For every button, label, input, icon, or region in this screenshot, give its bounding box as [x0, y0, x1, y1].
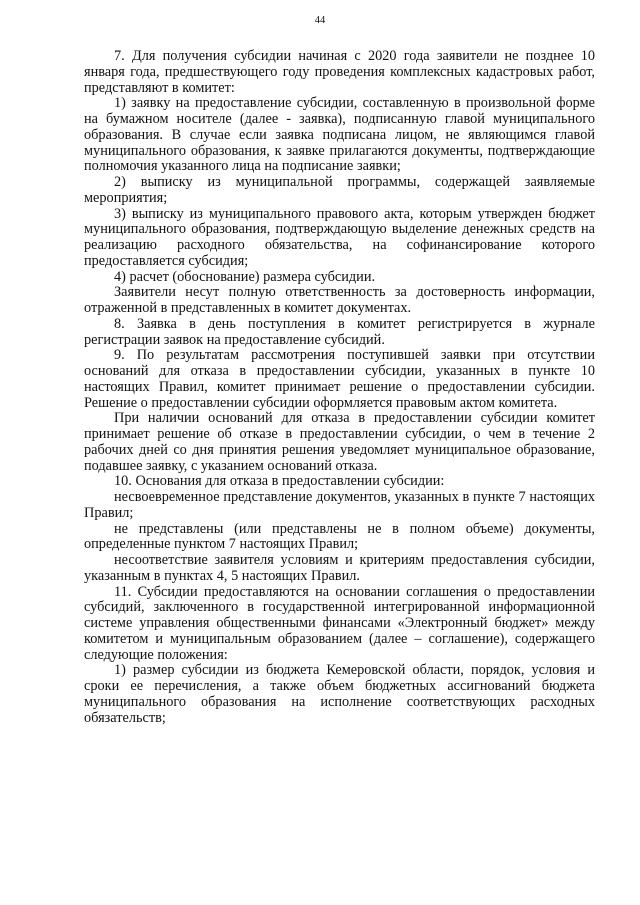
paragraph-refusal-decision: При наличии оснований для отказа в предоставлении субсидии комитет принимает решение об отказе в предоставлении субсидии, о чем в течение 2 рабочих дней со дня принятия решения уведомляет муниципальное образование, подавшее заявку, с указанием оснований отказа.: [84, 410, 595, 474]
paragraph-10-ground-1: несвоевременное представление документов, указанных в пункте 7 настоящих Правил;: [84, 489, 595, 521]
document-body: [84, 49, 595, 726]
paragraph-11: 11. Субсидии предоставляются на основании соглашения о предоставлении субсидий, заключенного в государственной интегрированной информационной системе управления общественными финансами «Электронный бюджет» между комитетом и муниципальным образованием (далее – соглашение), содержащего следующие положения:: [84, 583, 595, 663]
page-number: 44: [314, 15, 326, 26]
paragraph-10: 10. Основания для отказа в предоставлении субсидии:: [114, 473, 445, 490]
paragraph-7-item-3: 3) выписку из муниципального правового акта, которым утвержден бюджет муниципального образования, подтверждающую выделение денежных средств на реализацию расходного обязательства, на софинансирование которого предоставляется субсидия;: [84, 205, 595, 269]
paragraph-11-item-1: 1) размер субсидии из бюджета Кемеровской области, порядок, условия и сроки ее перечисления, а также объем бюджетных ассигнований бюджета муниципального образования на исполнение соответствующих расходных обязательств;: [84, 662, 595, 726]
paragraph-8: 8. Заявка в день поступления в комитет регистрируется в журнале регистрации заявок на предоставление субсидий.: [84, 315, 595, 348]
paragraph-responsibility: Заявители несут полную ответственность за достоверность информации, отраженной в представленных в комитет документах.: [84, 284, 595, 316]
paragraph-7: 7. Для получения субсидии начиная с 2020 года заявители не позднее 10 января года, предшествующего году проведения комплексных кадастровых работ, представляют в комитет:: [84, 48, 595, 96]
paragraph-7-item-4: 4) расчет (обоснование) размера субсидии.: [114, 268, 376, 285]
paragraph-10-ground-3: несоответствие заявителя условиям и критериям предоставления субсидии, указанным в пунктах 4, 5 настоящих Правил.: [84, 552, 595, 584]
paragraph-10-ground-2: не представлены (или представлены не в полном объеме) документы, определенные пунктом 7 настоящих Правил;: [84, 520, 595, 553]
paragraph-7-item-2: 2) выписку из муниципальной программы, содержащей заявляемые мероприятия;: [84, 174, 595, 206]
paragraph-7-item-1: 1) заявку на предоставление субсидии, составленную в произвольной форме на бумажном носителе (далее - заявка), подписанную главой муниципального образования. В случае если заявка подписана лицом, не являющимся главой муниципального образования, к заявке прилагаются документы, подтверждающие полномочия указанного лица на подписание заявки;: [84, 95, 595, 175]
paragraph-9: 9. По результатам рассмотрения поступившей заявки при отсутствии оснований для отказа в предоставлении субсидии, указанных в пункте 10 настоящих Правил, комитет принимает решение о предоставлении субсидии. Решение о предоставлении субсидии оформляется правовым актом комитета.: [84, 347, 595, 411]
